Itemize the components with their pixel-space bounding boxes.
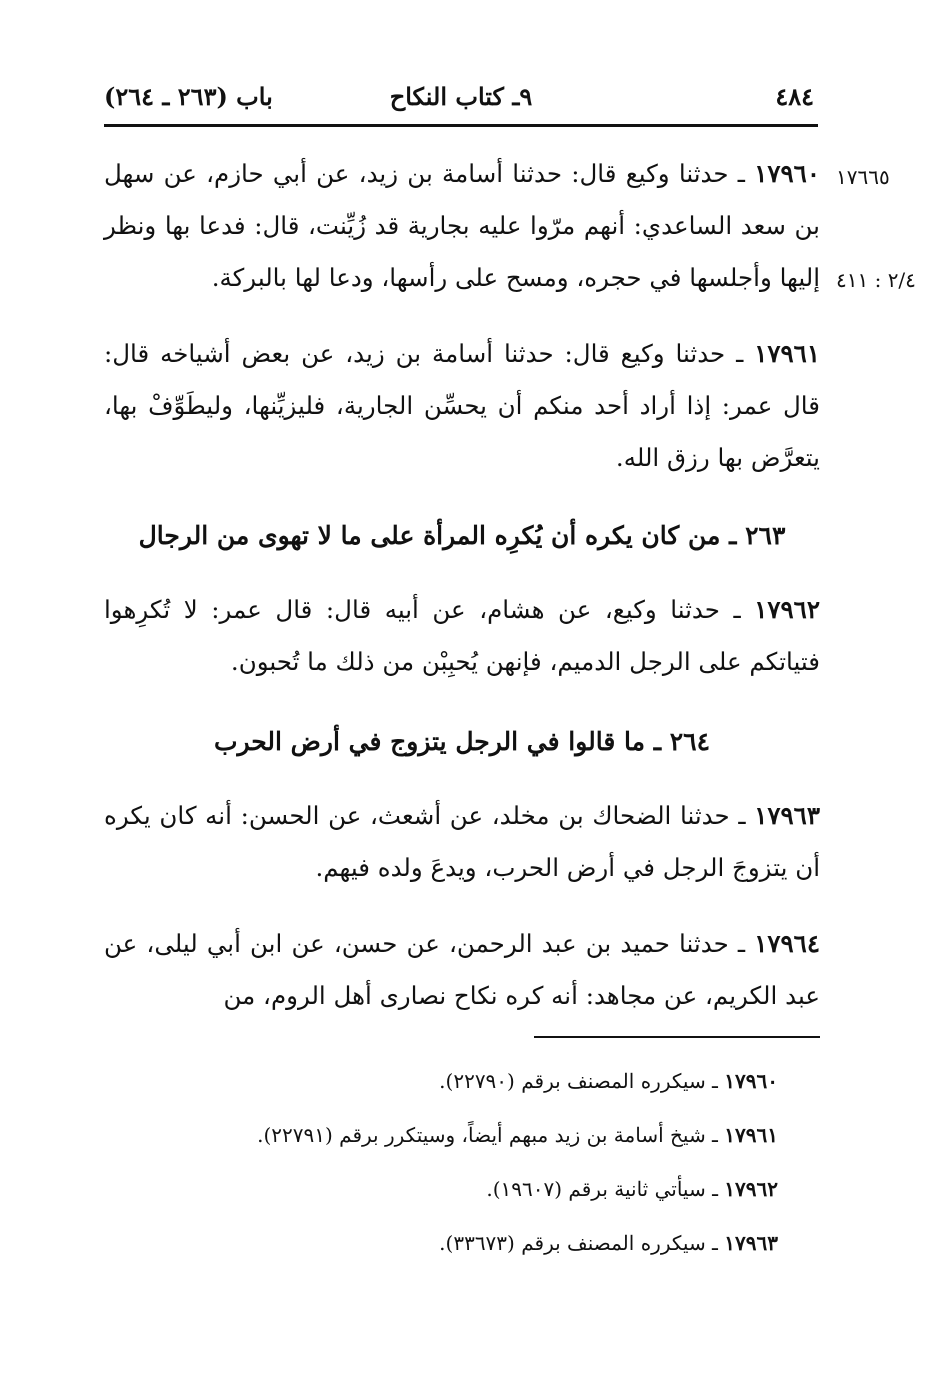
page-number: ٤٨٤: [775, 82, 814, 111]
footnote: [486, 1174, 778, 1204]
footnote-number: ١٧٩٦٠: [724, 1069, 778, 1093]
hadith-text: ـ حدثنا حميد بن عبد الرحمن، عن حسن، عن ابن أبي ليلى، عن عبد الكريم، عن مجاهد: أنه كره نكاح نصارى أهل الروم، من: [104, 929, 820, 1010]
section-heading: ٢٦٣ ـ من كان يكره أن يُكرِه المرأة على ما لا تهوى من الرجال: [138, 521, 786, 550]
hadith-number: ١٧٩٦٢: [754, 595, 820, 624]
margin-reference: ٢/٤ : ٤١١: [836, 268, 916, 292]
chapter-range: باب (٢٦٣ ـ ٢٦٤): [104, 82, 273, 111]
footnote-number: ١٧٩٦٢: [724, 1177, 778, 1201]
hadith-text: ـ حدثنا وكيع، عن هشام، عن أبيه قال: قال عمر: لا تُكرِهوا فتياتكم على الرجل الدميم، فإنهن يُحبِبْن من ذلك ما تُحبون.: [104, 595, 820, 676]
hadith-number: ١٧٩٦١: [754, 339, 820, 368]
section-heading: ٢٦٤ ـ ما قالوا في الرجل يتزوج في أرض الحرب: [213, 727, 711, 756]
hadith-number: ١٧٩٦٠: [754, 159, 820, 188]
footnote: [257, 1120, 778, 1150]
footnote-rule: [534, 1036, 820, 1038]
hadith-paragraph: [104, 148, 820, 304]
hadith-paragraph: [104, 584, 820, 688]
hadith-text: ـ حدثنا وكيع قال: حدثنا أسامة بن زيد، عن بعض أشياخه قال: قال عمر: إذا أراد أحد منكم أن يحسِّن الجارية، فليزيِّنها، وليطَوِّفْ بها، يتعرَّض بها رزق الله.: [104, 339, 820, 472]
page-header: [104, 76, 818, 120]
header-rule: [104, 124, 818, 127]
footnote-text: ـ شيخ أسامة بن زيد مبهم أيضاً، وسيتكرر برقم (٢٢٧٩١).: [257, 1123, 725, 1147]
footnote: [439, 1228, 778, 1258]
footnote: [439, 1066, 778, 1096]
hadith-paragraph: [104, 918, 820, 1022]
hadith-text: ـ حدثنا وكيع قال: حدثنا أسامة بن زيد، عن أبي حازم، عن سهل بن سعد الساعدي: أنهم مرّوا عليه بجارية قد زُيِّنت، قال: فدعا بها ونظر إليها وأجلسها في حجره، ومسح على رأسها، ودعا لها بالبركة.: [104, 159, 820, 292]
footnote-text: ـ سيكرره المصنف برقم (٣٣٦٧٣).: [439, 1231, 725, 1255]
book-title: ٩ـ كتاب النكاح: [389, 82, 533, 111]
hadith-number: ١٧٩٦٤: [754, 929, 820, 958]
margin-reference: ١٧٦٦٥: [836, 165, 890, 189]
footnote-text: ـ سيأتي ثانية برقم (١٩٦٠٧).: [486, 1177, 725, 1201]
footnote-number: ١٧٩٦١: [724, 1123, 778, 1147]
footnote-text: ـ سيكرره المصنف برقم (٢٢٧٩٠).: [439, 1069, 725, 1093]
hadith-text: ـ حدثنا الضحاك بن مخلد، عن أشعث، عن الحسن: أنه كان يكره أن يتزوجَ الرجل في أرض الحرب، ويدعَ ولده فيهم.: [104, 801, 820, 882]
hadith-paragraph: [104, 790, 820, 894]
hadith-number: ١٧٩٦٣: [754, 801, 820, 830]
footnote-number: ١٧٩٦٣: [724, 1231, 778, 1255]
hadith-paragraph: [104, 328, 820, 484]
